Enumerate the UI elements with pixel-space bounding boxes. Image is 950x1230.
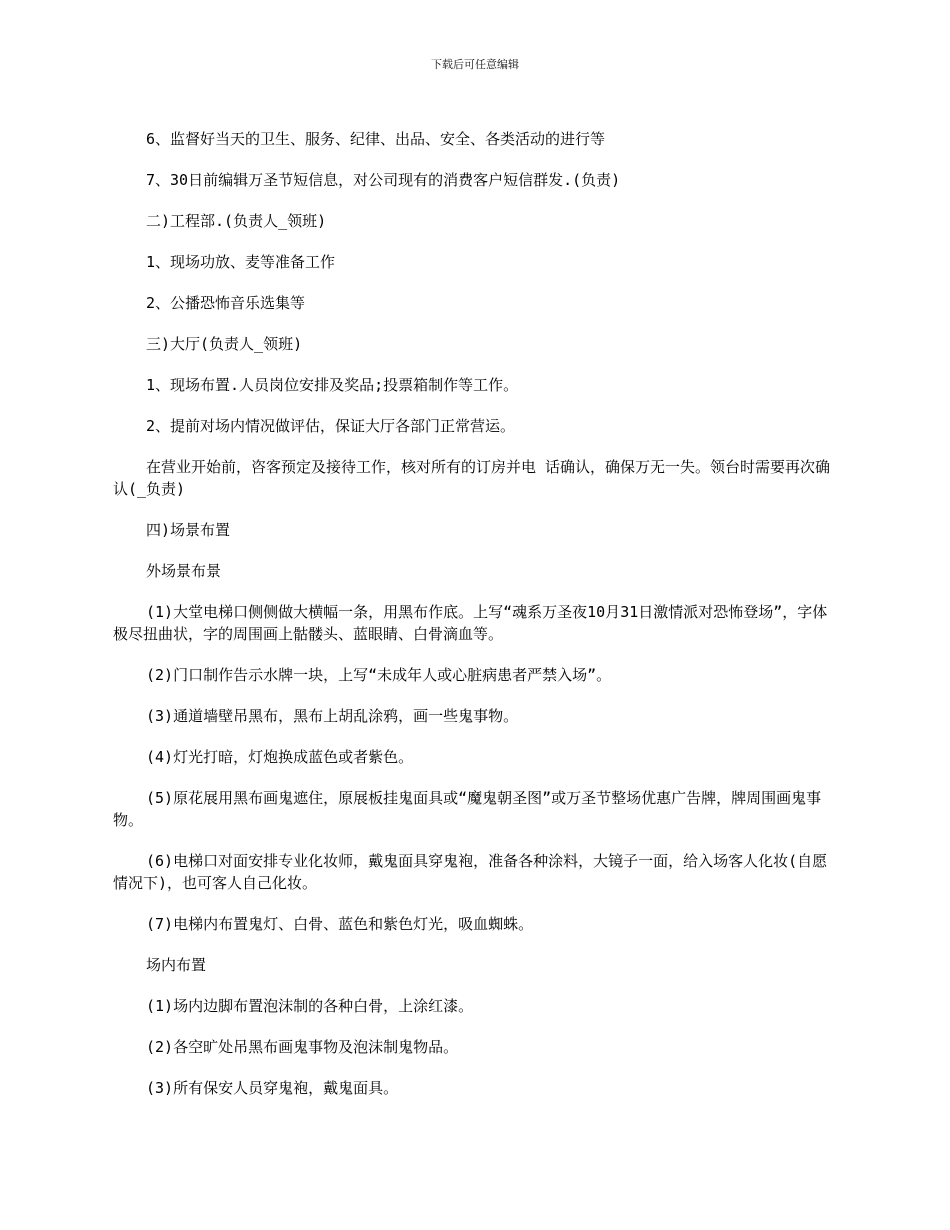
section-heading: 二)工程部.(负责人_领班) <box>146 212 327 230</box>
paragraph: (4)灯光打暗，灯炮换成蓝色或者紫色。 <box>146 748 414 766</box>
paragraph: 1、现场功放、麦等准备工作 <box>146 253 336 271</box>
paragraph: 7、30日前编辑万圣节短信息，对公司现有的消费客户短信群发.(负责) <box>146 171 621 189</box>
page-header: 下载后可任意编辑 <box>431 58 519 71</box>
paragraph: (5)原花展用黑布画鬼遮住，原展板挂鬼面具或“魔鬼朝圣图”或万圣节整场优惠广告牌，牌周围画鬼事物。 <box>113 789 822 829</box>
paragraph: 1、现场布置.人员岗位安排及奖品;投票箱制作等工作。 <box>146 376 519 394</box>
paragraph: (2)各空旷处吊黑布画鬼事物及泡沫制鬼物品。 <box>146 1038 459 1056</box>
paragraph: (3)所有保安人员穿鬼袍，戴鬼面具。 <box>146 1079 399 1097</box>
section-heading: 四)场景布置 <box>146 521 231 539</box>
paragraph: (6)电梯口对面安排专业化妆师，戴鬼面具穿鬼袍，准备各种涂料，大镜子一面，给入场客人化妆(自愿情况下)，也可客人自己化妆。 <box>113 852 828 892</box>
paragraph: (1)大堂电梯口侧侧做大横幅一条，用黑布作底。上写“魂系万圣夜10月31日激情派对恐怖登场”，字体极尽扭曲状，字的周围画上骷髅头、蓝眼睛、白骨滴血等。 <box>113 603 828 643</box>
paragraph: (3)通道墙壁吊黑布，黑布上胡乱涂鸦，画一些鬼事物。 <box>146 707 519 725</box>
subsection-heading: 外场景布景 <box>146 562 222 580</box>
section-heading: 三)大厅(负责人_领班) <box>146 335 303 353</box>
document-body <box>113 128 831 1099</box>
paragraph: 6、监督好当天的卫生、服务、纪律、出品、安全、各类活动的进行等 <box>146 130 606 148</box>
paragraph: (2)门口制作告示水牌一块，上写“未成年人或心脏病患者严禁入场”。 <box>146 666 612 684</box>
paragraph: 2、公播恐怖音乐选集等 <box>146 294 306 312</box>
subsection-heading: 场内布置 <box>146 956 207 974</box>
paragraph: 在营业开始前，咨客预定及接待工作，核对所有的订房并电 话确认，确保万无一失。领台时需要再次确认(_负责) <box>113 458 831 498</box>
paragraph: (7)电梯内布置鬼灯、白骨、蓝色和紫色灯光，吸血蜘蛛。 <box>146 915 534 933</box>
paragraph: (1)场内边脚布置泡沫制的各种白骨，上涂红漆。 <box>146 997 474 1015</box>
paragraph: 2、提前对场内情况做评估，保证大厅各部门正常营运。 <box>146 417 516 435</box>
